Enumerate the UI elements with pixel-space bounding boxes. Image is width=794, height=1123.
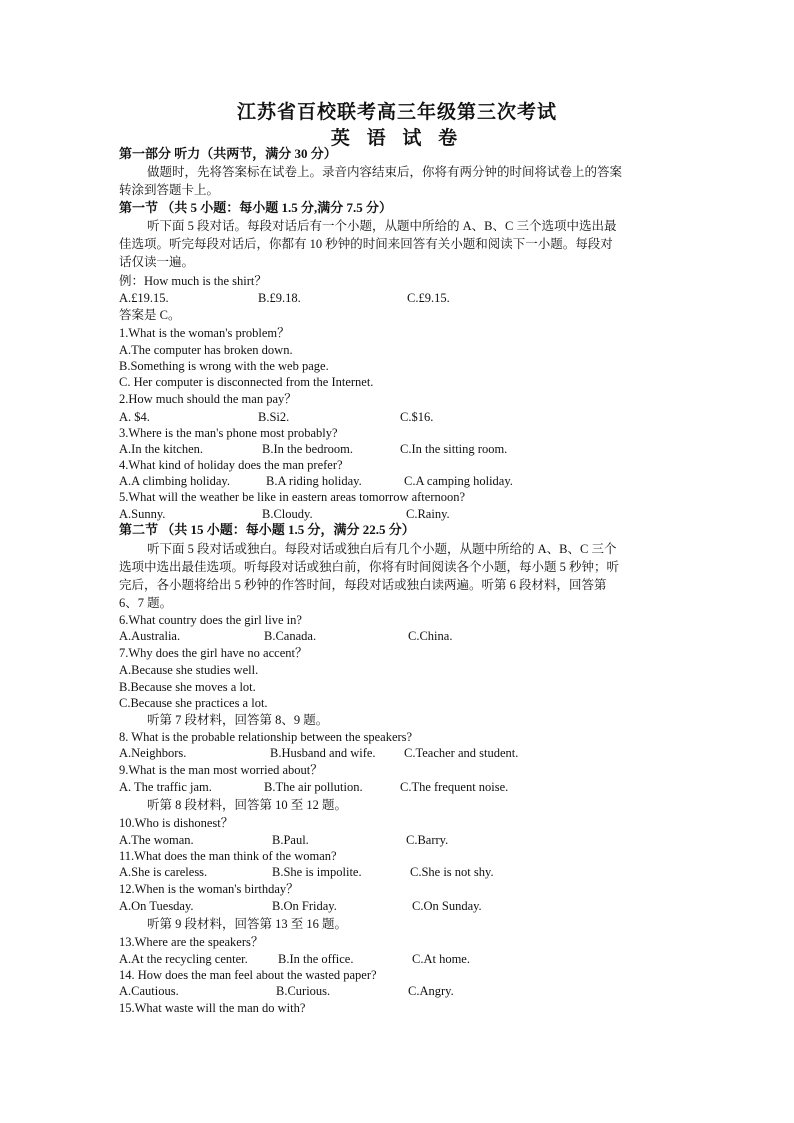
question-9-option-a: A. The traffic jam.: [119, 780, 212, 794]
question-9-option-c: C.The frequent noise.: [400, 780, 509, 794]
question-6-option-a: A.Australia.: [119, 629, 181, 643]
example-option-b: B.£9.18.: [258, 291, 301, 305]
question-3-option-a: A.In the kitchen.: [119, 442, 204, 456]
question-14-option-c: C.Angry.: [408, 984, 454, 998]
section2-instruction-line: 选项中选出最佳选项。听每段对话或独白前，你将有时间阅读各个小题，每小题 5 秒钟；听: [119, 560, 620, 574]
question-14-option-a: A.Cautious.: [119, 984, 179, 998]
question-10-option-b: B.Paul.: [272, 833, 309, 847]
question-7: 7.Why does the girl have no accent？: [119, 646, 308, 660]
question-7-option-c: C.Because she practices a lot.: [119, 696, 268, 710]
question-7-option-b: B.Because she moves a lot.: [119, 680, 256, 694]
question-1-option-a: A.The computer has broken down.: [119, 343, 293, 357]
question-10-option-a: A.The woman.: [119, 833, 194, 847]
question-14-option-b: B.Curious.: [276, 984, 331, 998]
question-12-option-a: A.On Tuesday.: [119, 899, 194, 913]
section1-instruction-line: 佳选项。听完每段对话后，你都有 10 秒钟的时间来回答有关小题和阅读下一小题。每段对: [119, 237, 613, 251]
question-8-option-b: B.Husband and wife.: [270, 746, 376, 760]
section2-instruction-line: 听下面 5 段对话或独白。每段对话或独白后有几个小题，从题中所给的 A、B、C 三个: [147, 542, 617, 556]
question-14: 14. How does the man feel about the wasted paper?: [119, 968, 377, 982]
question-8: 8. What is the probable relationship between the speakers?: [119, 730, 413, 744]
question-11-option-b: B.She is impolite.: [272, 865, 362, 879]
example-question: 例：How much is the shirt？: [119, 274, 267, 288]
question-13-option-b: B.In the office.: [278, 952, 354, 966]
question-3-option-c: C.In the sitting room.: [400, 442, 508, 456]
example-answer: 答案是 C。: [119, 308, 181, 322]
question-4-option-c: C.A camping holiday.: [404, 474, 513, 488]
question-13-option-a: A.At the recycling center.: [119, 952, 248, 966]
example-option-a: A.£19.15.: [119, 291, 169, 305]
section2-heading: 第二节 （共 15 小题：每小题 1.5 分，满分 22.5 分）: [119, 522, 415, 537]
question-2-option-b: B.Si2.: [258, 410, 290, 424]
material-note-7: 听第 7 段材料，回答第 8、9 题。: [147, 713, 329, 727]
question-2: 2.How much should the man pay？: [119, 392, 297, 406]
question-6-option-c: C.China.: [408, 629, 453, 643]
material-note-9: 听第 9 段材料，回答第 13 至 16 题。: [147, 917, 348, 931]
question-5-option-b: B.Cloudy.: [262, 507, 313, 521]
question-11-option-a: A.She is careless.: [119, 865, 208, 879]
question-6-option-b: B.Canada.: [264, 629, 317, 643]
question-4-option-a: A.A climbing holiday.: [119, 474, 230, 488]
part1-instruction-line: 做题时，先将答案标在试卷上。录音内容结束后，你将有两分钟的时间将试卷上的答案: [147, 165, 623, 179]
exam-subtitle: 英 语 试 卷: [330, 128, 464, 149]
question-9: 9.What is the man most worried about？: [119, 763, 323, 777]
section1-instruction-line: 话仅读一遍。: [119, 255, 195, 269]
section2-instruction-line: 6、7 题。: [119, 596, 173, 610]
question-1-option-c: C. Her computer is disconnected from the Internet.: [119, 375, 374, 389]
exam-title: 江苏省百校联考高三年级第三次考试: [236, 102, 557, 123]
question-4-option-b: B.A riding holiday.: [266, 474, 362, 488]
question-12: 12.When is the woman's birthday？: [119, 882, 299, 896]
part1-instruction-line: 转涂到答题卡上。: [119, 183, 220, 197]
question-5-option-a: A.Sunny.: [119, 507, 166, 521]
section2-instruction-line: 完后，各小题将给出 5 秒钟的作答时间，每段对话或独白读两遍。听第 6 段材料，回答第: [119, 578, 607, 592]
question-1-option-b: B.Something is wrong with the web page.: [119, 359, 329, 373]
question-9-option-b: B.The air pollution.: [264, 780, 363, 794]
question-6: 6.What country does the girl live in?: [119, 613, 302, 627]
question-2-option-c: C.$16.: [400, 410, 434, 424]
question-1: 1.What is the woman's problem？: [119, 326, 290, 340]
question-7-option-a: A.Because she studies well.: [119, 663, 259, 677]
section1-instruction-line: 听下面 5 段对话。每段对话后有一个小题，从题中所给的 A、B、C 三个选项中选出最: [147, 219, 617, 233]
question-5: 5.What will the weather be like in eastern areas tomorrow afternoon?: [119, 490, 466, 504]
question-11-option-c: C.She is not shy.: [410, 865, 494, 879]
question-13-option-c: C.At home.: [412, 952, 470, 966]
question-13: 13.Where are the speakers？: [119, 935, 264, 949]
question-3-option-b: B.In the bedroom.: [262, 442, 353, 456]
question-2-option-a: A. $4.: [119, 410, 150, 424]
question-3: 3.Where is the man's phone most probably?: [119, 426, 338, 440]
section1-heading: 第一节 （共 5 小题：每小题 1.5 分,满分 7.5 分）: [119, 200, 393, 215]
part1-heading: 第一部分 听力（共两节，满分 30 分）: [119, 146, 337, 161]
question-10: 10.Who is dishonest？: [119, 816, 234, 830]
question-12-option-c: C.On Sunday.: [412, 899, 482, 913]
question-8-option-a: A.Neighbors.: [119, 746, 187, 760]
question-5-option-c: C.Rainy.: [406, 507, 450, 521]
material-note-8: 听第 8 段材料，回答第 10 至 12 题。: [147, 798, 348, 812]
question-4: 4.What kind of holiday does the man prefer?: [119, 458, 343, 472]
question-8-option-c: C.Teacher and student.: [404, 746, 519, 760]
question-15: 15.What waste will the man do with?: [119, 1001, 306, 1015]
question-12-option-b: B.On Friday.: [272, 899, 337, 913]
example-option-c: C.£9.15.: [407, 291, 450, 305]
question-10-option-c: C.Barry.: [406, 833, 449, 847]
question-11: 11.What does the man think of the woman?: [119, 849, 337, 863]
